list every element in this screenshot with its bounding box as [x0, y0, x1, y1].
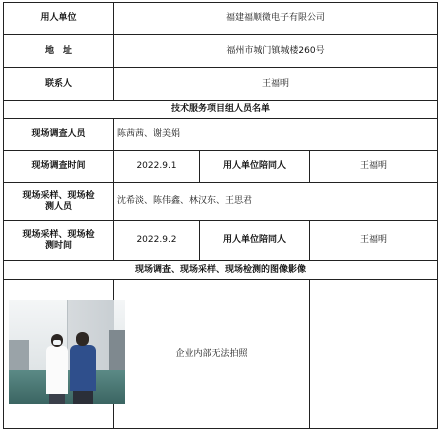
record-table: [3, 2, 438, 429]
sampling-time-label: 现场采样、现场检测时间: [4, 221, 114, 261]
sampling-staff-value: 沈希淡、陈伟鑫、林汉东、王思君: [114, 183, 438, 221]
row-unit: [4, 3, 438, 35]
row-survey-staff: [4, 119, 438, 151]
site-photo-cell: [4, 280, 114, 429]
empty-image-cell: [310, 280, 438, 429]
images-section-title: 现场调查、现场采样、现场检测的图像影像: [4, 261, 438, 280]
sampling-time-value: 2022.9.2: [114, 221, 200, 261]
escort-value-1: 王福明: [310, 151, 438, 183]
row-images-title: [4, 261, 438, 280]
service-record-sheet: [3, 2, 437, 438]
site-photo: [9, 300, 125, 404]
unit-value: 福建福顺微电子有限公司: [114, 3, 438, 35]
survey-staff-value: 陈茜茜、谢美娟: [114, 119, 438, 151]
address-label: 地 址: [4, 35, 114, 68]
row-survey-time: [4, 151, 438, 183]
unit-label: 用人单位: [4, 3, 114, 35]
no-photo-note: 企业内部无法拍照: [114, 280, 310, 429]
survey-time-value: 2022.9.1: [114, 151, 200, 183]
escort-label-1: 用人单位陪同人: [200, 151, 310, 183]
row-images: [4, 280, 438, 429]
team-section-title: 技术服务项目组人员名单: [4, 101, 438, 119]
escort-value-2: 王福明: [310, 221, 438, 261]
survey-time-label: 现场调查时间: [4, 151, 114, 183]
address-value: 福州市城门镇城楼260号: [114, 35, 438, 68]
escort-label-2: 用人单位陪同人: [200, 221, 310, 261]
row-sampling-time: [4, 221, 438, 261]
row-team-title: [4, 101, 438, 119]
survey-staff-label: 现场调查人员: [4, 119, 114, 151]
row-sampling-staff: [4, 183, 438, 221]
row-address: [4, 35, 438, 68]
row-contact: [4, 68, 438, 101]
contact-value: 王福明: [114, 68, 438, 101]
contact-label: 联系人: [4, 68, 114, 101]
sampling-staff-label: 现场采样、现场检测人员: [4, 183, 114, 221]
